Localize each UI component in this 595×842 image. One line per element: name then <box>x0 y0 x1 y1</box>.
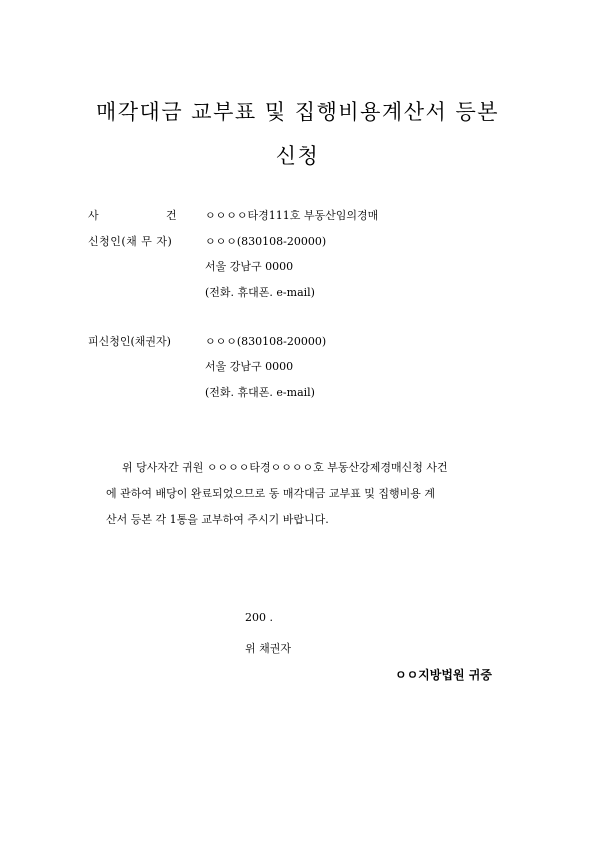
body-line-1: 위 당사자간 귀원 ㅇㅇㅇㅇ타경ㅇㅇㅇㅇ호 부동산강제경매신청 사건 <box>122 461 448 474</box>
document-title-line1: 매각대금 교부표 및 집행비용계산서 등본 <box>95 100 500 124</box>
respondent-contact: (전화. 휴대폰. e-mail) <box>205 386 315 399</box>
case-value: ㅇㅇㅇㅇ타경111호 부동산임의경매 <box>205 209 379 222</box>
applicant-contact: (전화. 휴대폰. e-mail) <box>205 286 315 299</box>
case-label-left: 사 <box>88 209 99 222</box>
applicant-address: 서울 강남구 0000 <box>205 260 294 273</box>
respondent-label: 피신청인(채권자) <box>88 335 171 348</box>
court-addressee: ㅇㅇ지방법원 귀중 <box>395 668 492 682</box>
respondent-address: 서울 강남구 0000 <box>205 360 294 373</box>
case-label-right: 건 <box>166 209 177 222</box>
applicant-label: 신청인(채 무 자) <box>88 235 173 248</box>
body-line-3: 산서 등본 각 1통을 교부하여 주시기 바랍니다. <box>106 513 329 526</box>
respondent-name: ㅇㅇㅇ(830108-20000) <box>205 335 327 348</box>
document-title-line2: 신청 <box>275 144 320 168</box>
applicant-name: ㅇㅇㅇ(830108-20000) <box>205 235 327 248</box>
body-line-2: 에 관하여 배당이 완료되었으므로 동 매각대금 교부표 및 집행비용 계 <box>106 487 435 500</box>
date-line: 200 . <box>245 611 273 624</box>
signer-role: 위 채권자 <box>245 642 292 655</box>
